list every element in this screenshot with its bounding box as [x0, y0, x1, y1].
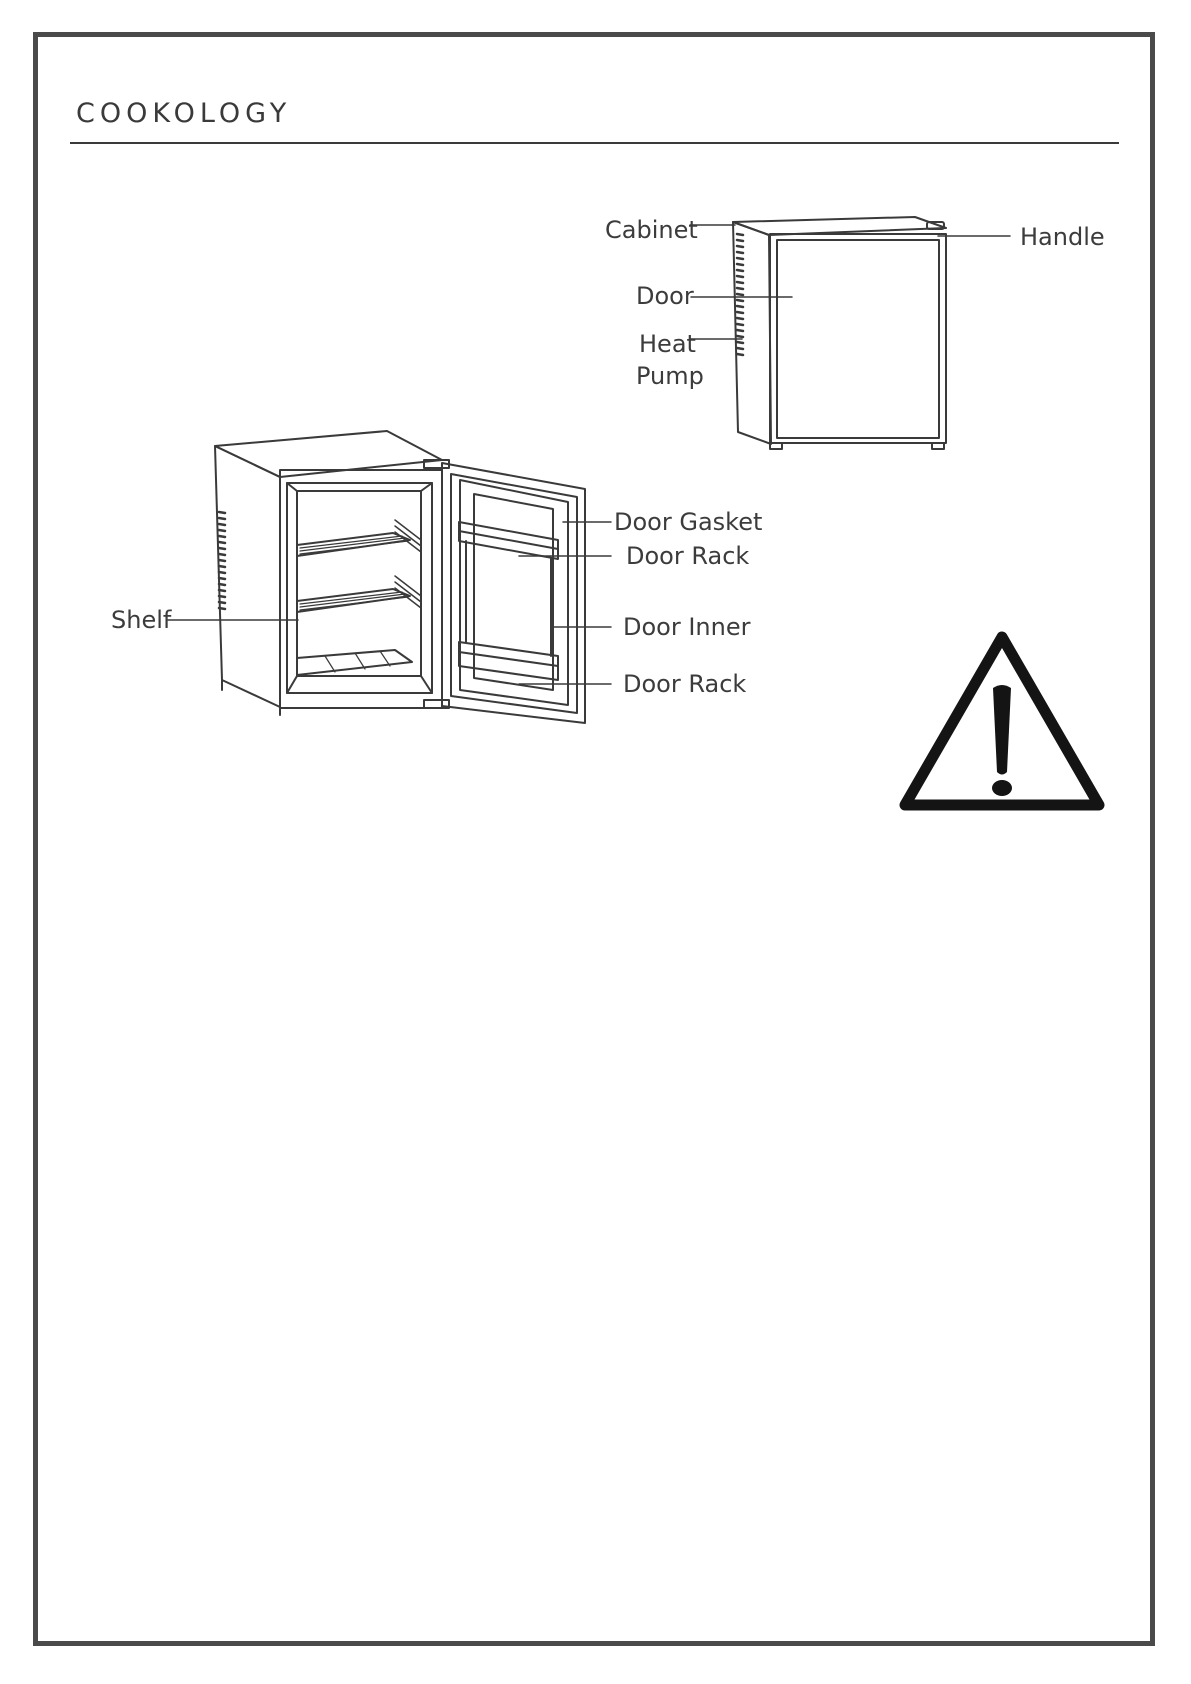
closed-fridge-illustration	[690, 217, 1010, 449]
label-cabinet: Cabinet	[605, 216, 698, 244]
brand-logo: COOKOLOGY	[76, 98, 292, 129]
warning-triangle-icon	[905, 637, 1099, 805]
label-heat-pump-line2: Pump	[636, 362, 704, 390]
label-heat-pump-line1: Heat	[639, 330, 696, 358]
open-fridge-illustration	[168, 431, 611, 723]
label-shelf: Shelf	[111, 606, 172, 634]
label-door-rack-bottom: Door Rack	[623, 670, 747, 698]
label-door-gasket: Door Gasket	[614, 508, 763, 536]
label-door-inner: Door Inner	[623, 613, 751, 641]
label-door-rack-top: Door Rack	[626, 542, 750, 570]
label-door: Door	[636, 282, 694, 310]
label-handle: Handle	[1020, 223, 1105, 251]
